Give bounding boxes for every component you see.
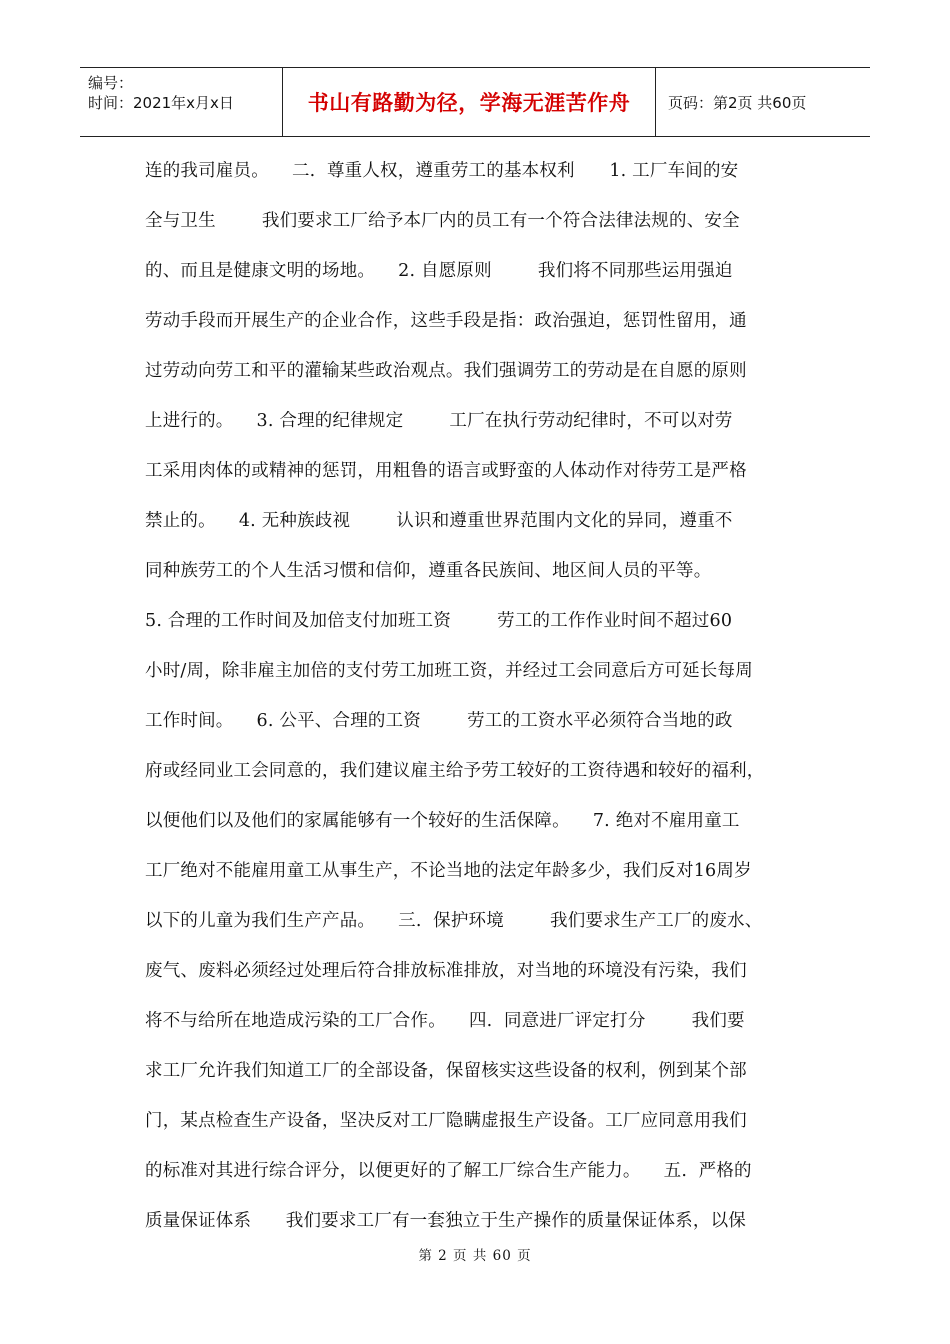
document-body [145, 146, 813, 1246]
document-date-label: 时间：2021年x月x日 [88, 94, 234, 112]
body-line: 的、而且是健康文明的场地。 2. 自愿原则 我们将不同那些运用强迫 [145, 261, 733, 281]
body-line: 工采用肉体的或精神的惩罚，用粗鲁的语言或野蛮的人体动作对待劳工是严格 [145, 461, 747, 481]
page-header [80, 67, 870, 137]
body-line: 工厂绝对不能雇用童工从事生产，不论当地的法定年龄多少，我们反对16周岁 [145, 861, 752, 881]
body-line: 府或经同业工会同意的，我们建议雇主给予劳工较好的工资待遇和较好的福利， [145, 761, 765, 781]
body-line: 求工厂允许我们知道工厂的全部设备，保留核实这些设备的权利，例到某个部 [145, 1061, 747, 1081]
body-line: 劳动手段而开展生产的企业合作，这些手段是指：政治强迫，惩罚性留用，通 [145, 311, 747, 331]
header-motto: 书山有路勤为径，学海无涯苦作舟 [283, 68, 656, 136]
document-number-label: 编号： [88, 74, 134, 92]
body-line: 的标准对其进行综合评分，以便更好的了解工厂综合生产能力。 五. 严格的 [145, 1161, 752, 1181]
body-line: 上进行的。 3. 合理的纪律规定 工厂在执行劳动纪律时，不可以对劳 [145, 411, 733, 431]
body-line: 工作时间。 6. 公平、合理的工资 劳工的工资水平必须符合当地的政 [145, 711, 733, 731]
header-page-number: 页码：第2页 共60页 [668, 93, 807, 112]
body-line: 禁止的。 4. 无种族歧视 认识和遵重世界范围内文化的异同，遵重不 [145, 511, 733, 531]
body-line: 以便他们以及他们的家属能够有一个较好的生活保障。 7. 绝对不雇用童工 [145, 811, 740, 831]
body-line: 连的我司雇员。 二. 尊重人权，遵重劳工的基本权利 1. 工厂车间的安 [145, 161, 739, 181]
body-line: 以下的儿童为我们生产产品。 三. 保护环境 我们要求生产工厂的废水、 [145, 911, 763, 931]
page-footer: 第 2 页 共 60 页 [418, 1248, 532, 1264]
body-line: 过劳动向劳工和平的灌输某些政治观点。我们强调劳工的劳动是在自愿的原则 [145, 361, 747, 381]
header-meta [80, 68, 283, 136]
body-line: 全与卫生 我们要求工厂给予本厂内的员工有一个符合法律法规的、安全 [145, 211, 740, 231]
body-line: 废气、废料必须经过处理后符合排放标准排放，对当地的环境没有污染，我们 [145, 961, 747, 981]
body-line: 同种族劳工的个人生活习惯和信仰，遵重各民族间、地区间人员的平等。 [145, 561, 712, 581]
body-line: 将不与给所在地造成污染的工厂合作。 四. 同意进厂评定打分 我们要 [145, 1011, 745, 1031]
body-line: 质量保证体系 我们要求工厂有一套独立于生产操作的质量保证体系，以保 [145, 1211, 746, 1231]
body-line: 门，某点检查生产设备，坚决反对工厂隐瞒虚报生产设备。工厂应同意用我们 [145, 1111, 747, 1131]
body-line: 5. 合理的工作时间及加倍支付加班工资 劳工的工作作业时间不超过60 [145, 611, 733, 631]
body-line: 小时/周，除非雇主加倍的支付劳工加班工资，并经过工会同意后方可延长每周 [145, 661, 753, 681]
